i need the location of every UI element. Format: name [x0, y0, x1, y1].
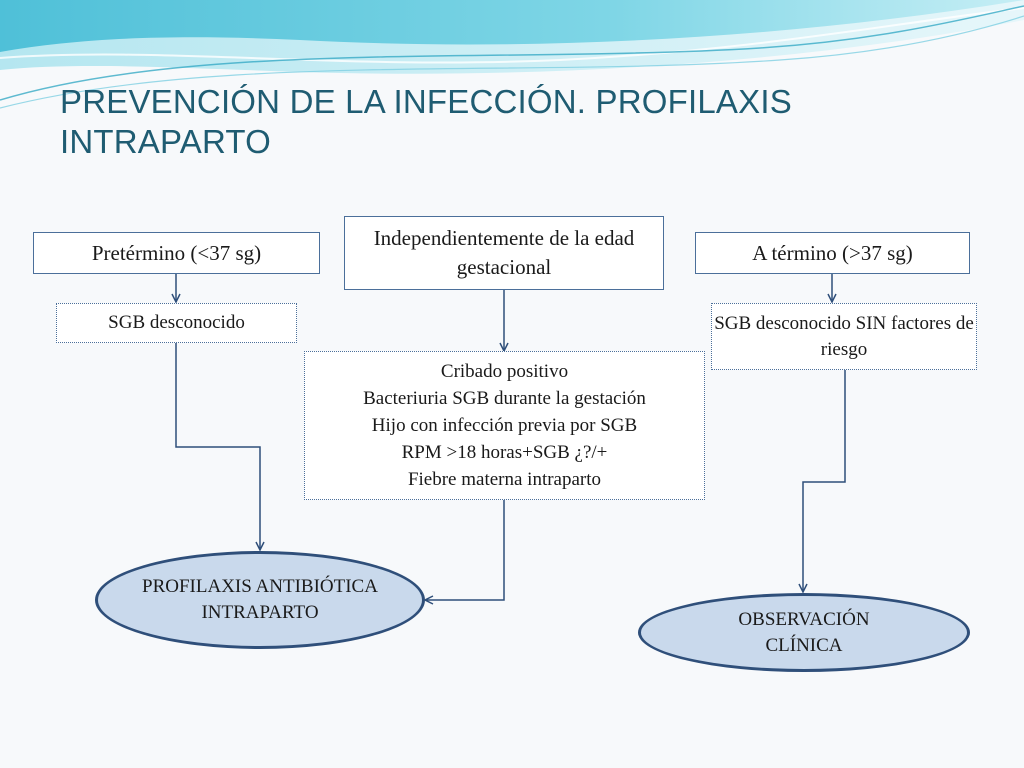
criteria-item: RPM >18 horas+SGB ¿?/+	[401, 442, 608, 463]
profilaxis-line-1: PROFILAXIS ANTIBIÓTICA	[142, 576, 378, 597]
observacion-line-2: CLÍNICA	[765, 634, 843, 656]
criteria-box	[304, 351, 705, 500]
a-termino-box	[695, 232, 970, 274]
observacion-line-1: OBSERVACIÓN	[738, 608, 870, 630]
pretermino-box	[33, 232, 320, 274]
criteria-item: Bacteriuria SGB durante la gestación	[363, 388, 646, 409]
pretermino-label: Pretérmino (<37 sg)	[91, 240, 262, 265]
profilaxis-ellipse	[95, 551, 425, 649]
arrow-sgb-to-profilaxis	[176, 343, 260, 549]
sgb-desconocido-label: SGB desconocido	[108, 312, 245, 333]
criteria-item: Hijo con infección previa por SGB	[371, 415, 638, 436]
independiente-box	[344, 216, 664, 290]
criteria-item: Fiebre materna intraparto	[407, 469, 602, 490]
a-termino-label: A término (>37 sg)	[752, 240, 913, 265]
sgb-sin-riesgo-label: SGB desconocido SIN factores de riesgo	[714, 312, 974, 360]
sgb-sin-riesgo-box	[711, 303, 977, 370]
sgb-desconocido-box	[56, 303, 297, 343]
observacion-ellipse	[638, 593, 970, 672]
profilaxis-line-2: INTRAPARTO	[201, 602, 319, 623]
criteria-item: Cribado positivo	[440, 361, 569, 382]
independiente-label: Independientemente de la edad gestacional	[373, 226, 635, 279]
slide-title: PREVENCIÓN DE LA INFECCIÓN. PROFILAXIS INTRAPARTO	[60, 83, 792, 160]
arrow-criteria-to-profilaxis	[426, 500, 504, 600]
arrow-sgb-sin-riesgo-to-observacion	[803, 370, 845, 591]
